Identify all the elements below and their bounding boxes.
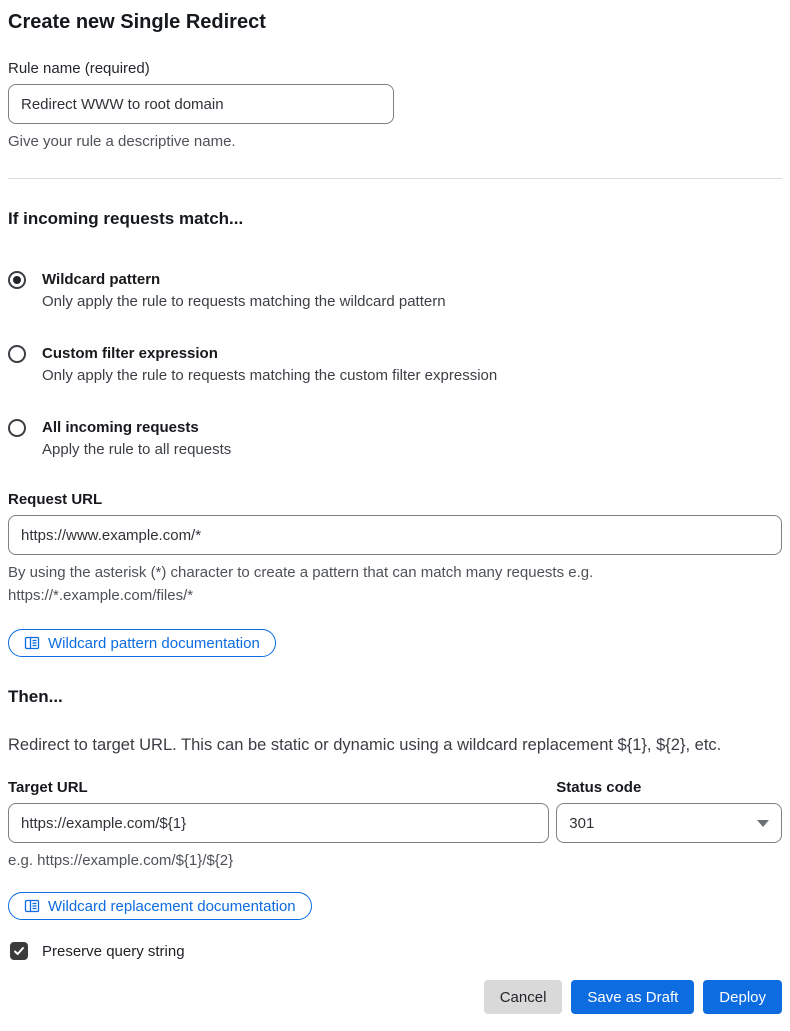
page-title: Create new Single Redirect: [8, 11, 266, 33]
radio-label: All incoming requests: [42, 419, 199, 436]
radio-description: Only apply the rule to requests matching the wildcard pattern: [42, 293, 446, 310]
match-section-heading: If incoming requests match...: [8, 209, 244, 228]
target-url-label: Target URL: [8, 779, 88, 796]
book-icon: [24, 898, 40, 914]
request-url-help-line1: By using the asterisk (*) character to create a pattern that can match many requests e.g.: [8, 564, 594, 581]
status-code-label: Status code: [556, 779, 642, 796]
request-url-input[interactable]: [8, 515, 782, 555]
radio-button[interactable]: [8, 271, 26, 289]
rule-name-label: Rule name (required): [8, 60, 150, 77]
then-description: Redirect to target URL. This can be static or dynamic using a wildcard replacement ${1}, ${2}, etc.: [8, 736, 722, 754]
radio-option-custom-filter[interactable]: [8, 343, 782, 387]
check-icon: [13, 945, 25, 957]
deploy-button[interactable]: Deploy: [703, 980, 782, 1014]
doc-button-label: Wildcard pattern documentation: [48, 634, 260, 652]
match-type-radio-group: [8, 269, 782, 461]
preserve-query-label: Preserve query string: [42, 942, 185, 960]
target-url-input[interactable]: [8, 803, 549, 843]
doc-button-label: Wildcard replacement documentation: [48, 897, 296, 915]
section-divider: [8, 178, 782, 179]
target-row: [8, 779, 782, 872]
book-icon: [24, 635, 40, 651]
wildcard-pattern-doc-button[interactable]: [8, 629, 276, 657]
radio-button[interactable]: [8, 345, 26, 363]
radio-label: Wildcard pattern: [42, 271, 161, 288]
request-url-help: [8, 561, 782, 607]
status-code-value: 301: [569, 814, 595, 832]
preserve-query-row[interactable]: [8, 942, 782, 960]
save-as-draft-button[interactable]: Save as Draft: [571, 980, 694, 1014]
footer-actions: [8, 980, 782, 1014]
radio-button[interactable]: [8, 419, 26, 437]
radio-label: Custom filter expression: [42, 345, 218, 362]
status-code-select[interactable]: [556, 803, 782, 843]
radio-option-wildcard-pattern[interactable]: [8, 269, 782, 313]
target-url-help: e.g. https://example.com/${1}/${2}: [8, 852, 234, 869]
wildcard-replacement-doc-button[interactable]: [8, 892, 312, 920]
request-url-label: Request URL: [8, 491, 103, 508]
cancel-button[interactable]: Cancel: [484, 980, 563, 1014]
radio-description: Apply the rule to all requests: [42, 441, 232, 458]
radio-description: Only apply the rule to requests matching the custom filter expression: [42, 367, 498, 384]
rule-name-help: Give your rule a descriptive name.: [8, 133, 236, 150]
dropdown-caret-icon: [757, 820, 769, 827]
request-url-help-line2: https://*.example.com/files/*: [8, 587, 194, 604]
then-section-heading: Then...: [8, 687, 63, 706]
rule-name-input[interactable]: [8, 84, 394, 124]
preserve-query-checkbox[interactable]: [10, 942, 28, 960]
radio-option-all-requests[interactable]: [8, 417, 782, 461]
